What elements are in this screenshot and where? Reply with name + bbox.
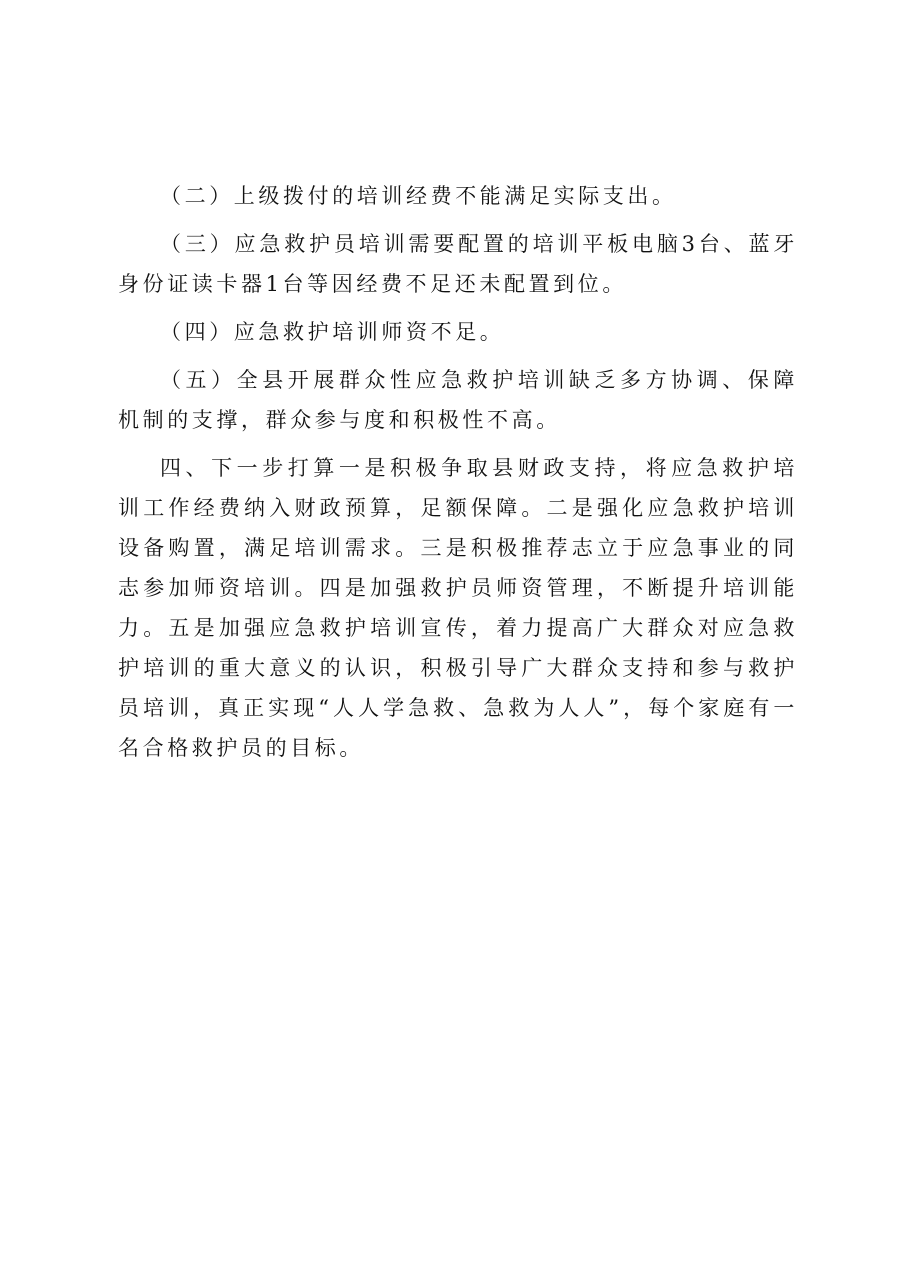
paragraph-coordination-mechanism: （五）全县开展群众性应急救护培训缺乏多方协调、保障机制的支撑，群众参与度和积极性不高。 (118, 368, 798, 432)
document-body (118, 176, 798, 776)
paragraph-instructor-shortage: （四）应急救护培训师资不足。 (160, 320, 505, 344)
paragraph-equipment-shortfall: （三）应急救护员培训需要配置的培训平板电脑3台、蓝牙身份证读卡器1台等因经费不足还未配置到位。 (118, 232, 798, 296)
paragraph-next-steps: 四、下一步打算一是积极争取县财政支持，将应急救护培训工作经费纳入财政预算，足额保障。二是强化应急救护培训设备购置，满足培训需求。三是积极推荐志立于应急事业的同志参加师资培训。四是加强救护员师资管理，不断提升培训能力。五是加强应急救护培训宣传，着力提高广大群众对应急救护培训的重大意义的认识，积极引导广大群众支持和参与救护员培训，真正实现“人人学急救、急救为人人”，每个家庭有一名合格救护员的目标。 (118, 456, 798, 760)
paragraph-funding-shortfall: （二）上级拨付的培训经费不能满足实际支出。 (160, 184, 677, 208)
